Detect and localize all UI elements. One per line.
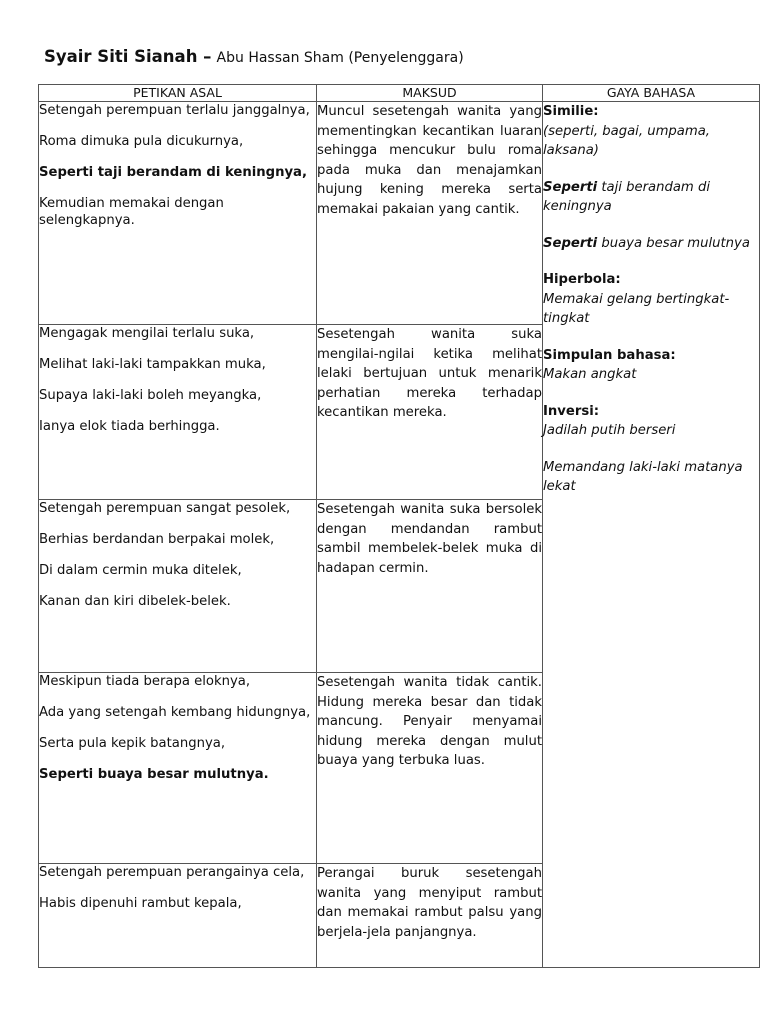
- simpulan-text: Makan angkat: [543, 367, 637, 382]
- maksud-cell: Sesetengah wanita suka mengilai-ngilai ketika melihat lelaki bertujuan untuk menarik perhatian mereka terhadap kecantikan mereka.: [317, 325, 543, 500]
- header-gaya: GAYA BAHASA: [543, 85, 760, 102]
- simile-desc: (seperti, bagai, umpama, laksana): [543, 123, 710, 158]
- petikan-cell: [39, 673, 317, 864]
- example-key: Seperti: [543, 179, 598, 195]
- verse-line: Ianya elok tiada berhingga.: [39, 419, 220, 434]
- verse-line: Ada yang setengah kembang hidungnya,: [39, 705, 311, 720]
- header-maksud: MAKSUD: [317, 85, 543, 102]
- petikan-cell: [39, 102, 317, 325]
- header-petikan: PETIKAN ASAL: [39, 85, 317, 102]
- inversi-group: [543, 402, 759, 441]
- example-text: taji berandam di keningnya: [543, 179, 710, 214]
- simile-label: Similie:: [543, 104, 599, 119]
- hiperbola-label: Hiperbola:: [543, 272, 621, 287]
- extra-example: [543, 458, 759, 497]
- verse-line: Seperti buaya besar mulutnya.: [39, 767, 269, 782]
- hiperbola-text: Memakai gelang bertingkat-tingkat: [543, 291, 730, 326]
- verse-line: Serta pula kepik batangnya,: [39, 736, 226, 751]
- gaya-bahasa-cell: [543, 102, 760, 968]
- poem-title: Syair Siti Sianah –: [44, 47, 212, 66]
- verse-line: Meskipun tiada berapa eloknya,: [39, 674, 251, 689]
- example-text: buaya besar mulutnya: [597, 235, 750, 251]
- header-row: [39, 85, 760, 102]
- petikan-cell: [39, 325, 317, 500]
- verse-line: Di dalam cermin muka ditelek,: [39, 563, 242, 578]
- maksud-cell: Perangai buruk sesetengah wanita yang menyiput rambut dan memakai rambut palsu yang berjela-jela panjangnya.: [317, 864, 543, 968]
- maksud-cell: Muncul sesetengah wanita yang mementingkan kecantikan luaran sehingga mencukur bulu roma pada muka dan menajamkan hujung kening mereka serta memakai pakaian yang cantik.: [317, 102, 543, 325]
- verse-line: Mengagak mengilai terlalu suka,: [39, 326, 255, 341]
- simpulan-group: [543, 346, 759, 385]
- hiperbola-group: [543, 270, 759, 329]
- verse-line: Roma dimuka pula dicukurnya,: [39, 134, 244, 149]
- verse-line: Setengah perempuan terlalu janggalnya,: [39, 103, 310, 118]
- syair-table: [38, 84, 760, 968]
- maksud-cell: Sesetengah wanita tidak cantik. Hidung mereka besar dan tidak mancung. Penyair menyamai hidung mereka dengan mulut buaya yang terbuka luas.: [317, 673, 543, 864]
- verse-line: Kanan dan kiri dibelek-belek.: [39, 594, 231, 609]
- verse-line: Setengah perempuan sangat pesolek,: [39, 501, 291, 516]
- verse-line: Setengah perempuan perangainya cela,: [39, 865, 305, 880]
- verse-line: Supaya laki-laki boleh meyangka,: [39, 388, 262, 403]
- maksud-cell: Sesetengah wanita suka bersolek dengan mendandan rambut sambil membelek-belek muka di hadapan cermin.: [317, 500, 543, 673]
- table-row: [39, 102, 760, 325]
- verse-line: Melihat laki-laki tampakkan muka,: [39, 357, 266, 372]
- extra-text: Memandang laki-laki matanya lekat: [543, 459, 743, 494]
- inversi-label: Inversi:: [543, 403, 599, 419]
- inversi-text: Jadilah putih berseri: [543, 423, 676, 438]
- simile-example: [543, 178, 759, 217]
- petikan-cell: [39, 500, 317, 673]
- simile-example: [543, 234, 759, 254]
- verse-line: Seperti taji berandam di keningnya,: [39, 165, 307, 180]
- verse-line: Kemudian memakai dengan selengkapnya.: [39, 196, 224, 228]
- simpulan-label: Simpulan bahasa:: [543, 347, 676, 363]
- example-key: Seperti: [543, 235, 598, 251]
- verse-line: Berhias berdandan berpakai molek,: [39, 532, 275, 547]
- verse-line: Habis dipenuhi rambut kepala,: [39, 896, 242, 911]
- document-title: [44, 47, 464, 66]
- poem-author: Abu Hassan Sham (Penyelenggara): [216, 50, 464, 66]
- petikan-cell: [39, 864, 317, 968]
- simile-group: [543, 102, 759, 161]
